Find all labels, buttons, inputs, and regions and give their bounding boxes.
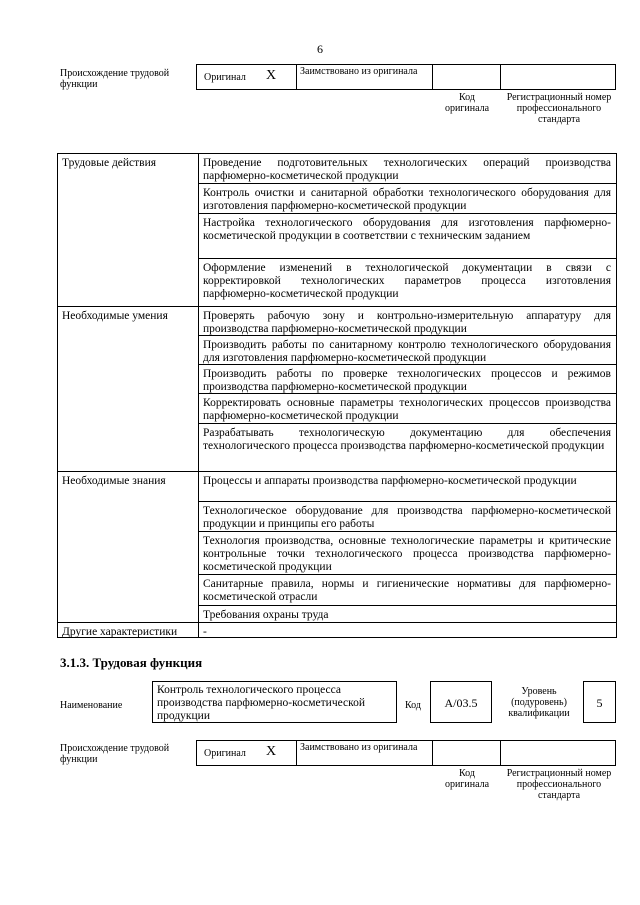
section-label-other: Другие характеристики — [62, 626, 178, 638]
origin-divider-2 — [432, 64, 433, 90]
action-item: Контроль очистки и санитарной обработки технологического оборудования для изготовления парфюмерно-косметической продукции — [203, 187, 611, 212]
section-divider — [57, 622, 617, 623]
section-divider — [57, 471, 617, 472]
origin-divider-1 — [296, 740, 297, 766]
function-code-label: Код — [405, 700, 421, 711]
row-divider — [198, 423, 617, 424]
skill-item: Корректировать основные параметры технологических процессов производства парфюмерно-косметической продукции — [203, 397, 611, 422]
skill-item: Проверять рабочую зону и контрольно-измерительную аппаратуру для производства парфюмерно-косметической продукции — [203, 310, 611, 335]
page-number: 6 — [317, 42, 323, 56]
knowledge-item: Санитарные правила, нормы и гигиенические нормативы для парфюмерно-косметической отрасли — [203, 578, 611, 603]
skill-item: Разрабатывать технологическую документацию для обеспечения технологического процесса производства парфюмерно-косметической продукции — [203, 427, 611, 452]
knowledge-item: Требования охраны труда — [203, 609, 329, 621]
row-divider — [198, 213, 617, 214]
origin-label: Происхождение трудовой функции — [60, 68, 170, 90]
skill-item: Производить работы по проверке технологических процессов и режимов производства парфюмерно-косметической продукции — [203, 368, 611, 393]
section-label-actions: Трудовые действия — [62, 157, 157, 169]
row-divider — [198, 605, 617, 606]
knowledge-item: Технологическое оборудование для производства парфюмерно-косметической продукции и принципы его работы — [203, 505, 611, 530]
knowledge-item: Процессы и аппараты производства парфюмерно-косметической продукции — [203, 475, 577, 487]
row-divider — [198, 183, 617, 184]
borrowed-label: Заимствовано из оригинала — [300, 742, 418, 753]
origin-divider-2 — [432, 740, 433, 766]
function-level-label: Уровень (подуровень) квалификации — [508, 686, 570, 719]
row-divider — [198, 531, 617, 532]
main-table-column-divider — [198, 153, 199, 638]
original-label: Оригинал — [204, 72, 246, 83]
action-item: Настройка технологического оборудования для изготовления парфюмерно-косметической продукции в соответствии с техническим заданием — [203, 217, 611, 242]
row-divider — [198, 258, 617, 259]
reg-caption: Регистрационный номер профессионального стандарта — [506, 768, 612, 801]
other-item: - — [203, 626, 207, 638]
row-divider — [198, 501, 617, 502]
original-mark: X — [266, 744, 277, 759]
borrowed-label: Заимствовано из оригинала — [300, 66, 418, 77]
function-name-label: Наименование — [60, 700, 123, 711]
function-level: 5 — [596, 696, 603, 710]
origin-label: Происхождение трудовой функции — [60, 743, 170, 765]
section-label-skills: Необходимые умения — [62, 310, 168, 322]
original-mark: X — [266, 68, 277, 83]
action-item: Оформление изменений в технологической документации в связи с корректировкой технологических параметров процесса изготовления парфюмерно-косметической продукции — [203, 262, 611, 300]
row-divider — [198, 574, 617, 575]
code-caption: Код оригинала — [444, 92, 490, 114]
section-label-knowledge: Необходимые знания — [62, 475, 166, 487]
action-item: Проведение подготовительных технологических операций производства парфюмерно-косметической продукции — [203, 157, 611, 182]
function-name: Контроль технологического процесса производства парфюмерно-косметической продукции — [157, 684, 366, 722]
function-heading: 3.1.3. Трудовая функция — [60, 655, 203, 670]
knowledge-item: Технология производства, основные технологические параметры и критические контрольные точки технологического процесса производства парфюмерно-косметической продукции — [203, 535, 611, 573]
original-label: Оригинал — [204, 748, 246, 759]
origin-divider-1 — [296, 64, 297, 90]
origin-divider-3 — [500, 740, 501, 766]
function-code: А/03.5 — [444, 696, 478, 710]
section-divider — [57, 306, 617, 307]
origin-divider-3 — [500, 64, 501, 90]
skill-item: Производить работы по санитарному контролю технологического оборудования для изготовления парфюмерно-косметической продукции — [203, 339, 611, 364]
reg-caption: Регистрационный номер профессионального стандарта — [506, 92, 612, 125]
code-caption: Код оригинала — [444, 768, 490, 790]
